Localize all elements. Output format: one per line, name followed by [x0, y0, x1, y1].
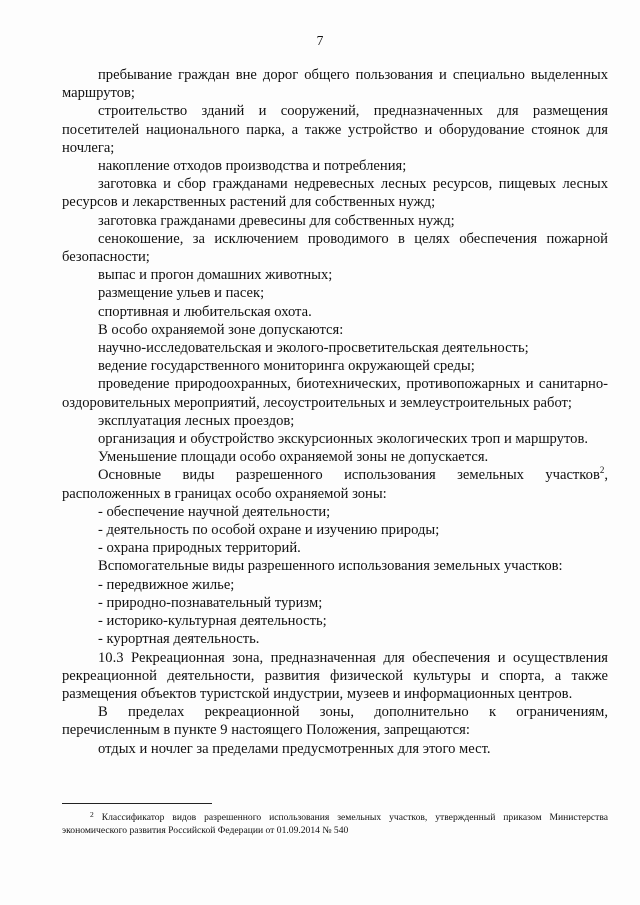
list-item-mobile-housing: - передвижное жилье; — [98, 576, 235, 593]
list-item-nature-tourism: - природно-познавательный туризм; — [98, 594, 323, 611]
paragraph-haymaking: сенокошение, за исключением проводимого в целях обеспечения пожарной безопасности; — [62, 230, 608, 266]
paragraph-beehives: размещение ульев и пасек; — [98, 285, 265, 302]
paragraph-recreation-restrictions: В пределах рекреационной зоны, дополнительно к ограничениям, перечисленным в пункте 9 настоящего Положения, запрещаются: — [62, 704, 608, 739]
footnote-separator — [62, 803, 212, 804]
paragraph-trails: организация и обустройство экскурсионных экологических троп и маршрутов. — [98, 431, 588, 448]
list-item-resort-activity: - курортная деятельность. — [98, 631, 260, 648]
footnote — [62, 808, 608, 837]
paragraph-hunting: спортивная и любительская охота. — [98, 303, 312, 320]
list-item-science: - обеспечение научной деятельности; — [98, 503, 331, 520]
paragraph-recreation-zone: 10.3 Рекреационная зона, предназначенная для обеспечения и осуществления рекреационной деятельности, развития физической культуры и спорта, а также размещения объектов туристской индустрии, музеев и информационных центров. — [62, 649, 608, 702]
list-item-territory-protection: - охрана природных территорий. — [98, 540, 301, 557]
paragraph-grazing: выпас и прогон домашних животных; — [98, 267, 333, 284]
main-uses-text: Основные виды разрешенного использования земельных участков — [98, 467, 600, 484]
paragraph-camping: отдых и ночлег за пределами предусмотренных для этого мест. — [98, 740, 491, 757]
paragraph-nontimber: заготовка и сбор гражданами недревесных лесных ресурсов, пищевых лесных ресурсов и лекарственных растений для собственных нужд; — [62, 176, 608, 211]
footnote-text: Классификатор видов разрешенного использования земельных участков, утвержденный приказом Министерства экономического развития Российской Федерации от 01.09.2014 № 540 — [62, 812, 608, 836]
paragraph-permitted-heading: В особо охраняемой зоне допускаются: — [98, 321, 344, 338]
paragraph-auxiliary-uses-heading: Вспомогательные виды разрешенного использования земельных участков: — [98, 558, 563, 575]
footnote-mark: 2 — [90, 810, 94, 819]
paragraph-waste: накопление отходов производства и потребления; — [98, 158, 407, 175]
list-item-nature-protection: - деятельность по особой охране и изучению природы; — [98, 522, 440, 539]
paragraph-timber: заготовка гражданами древесины для собственных нужд; — [98, 212, 455, 229]
list-item-cultural-activity: - историко-культурная деятельность; — [98, 613, 327, 630]
paragraph-research: научно-исследовательская и эколого-просветительская деятельность; — [98, 340, 529, 357]
paragraph-protective-measures: проведение природоохранных, биотехнических, противопожарных и санитарно-оздоровительных мероприятий, лесоустроительных и землеустроительных работ; — [62, 376, 608, 411]
paragraph-forest-roads: эксплуатация лесных проездов; — [98, 412, 295, 429]
paragraph-construction: строительство зданий и сооружений, предназначенных для размещения посетителей национального парка, а также устройство и оборудование стоянок для ночлега; — [62, 103, 608, 156]
footnote-reference: 2 — [599, 465, 605, 476]
paragraph-monitoring: ведение государственного мониторинга окружающей среды; — [98, 358, 475, 375]
paragraph-main-uses-heading-cont: расположенных в границах особо охраняемой зоны: — [62, 485, 387, 502]
paragraph-offroad: пребывание граждан вне дорог общего пользования и специально выделенных маршрутов; — [62, 67, 608, 102]
document-body — [62, 66, 608, 758]
paragraph-area-reduction: Уменьшение площади особо охраняемой зоны не допускается. — [98, 449, 489, 466]
page-number: 7 — [316, 33, 324, 48]
paragraph-main-uses-heading: Основные виды разрешенного использования земельных участков$^2$, — [98, 465, 608, 484]
